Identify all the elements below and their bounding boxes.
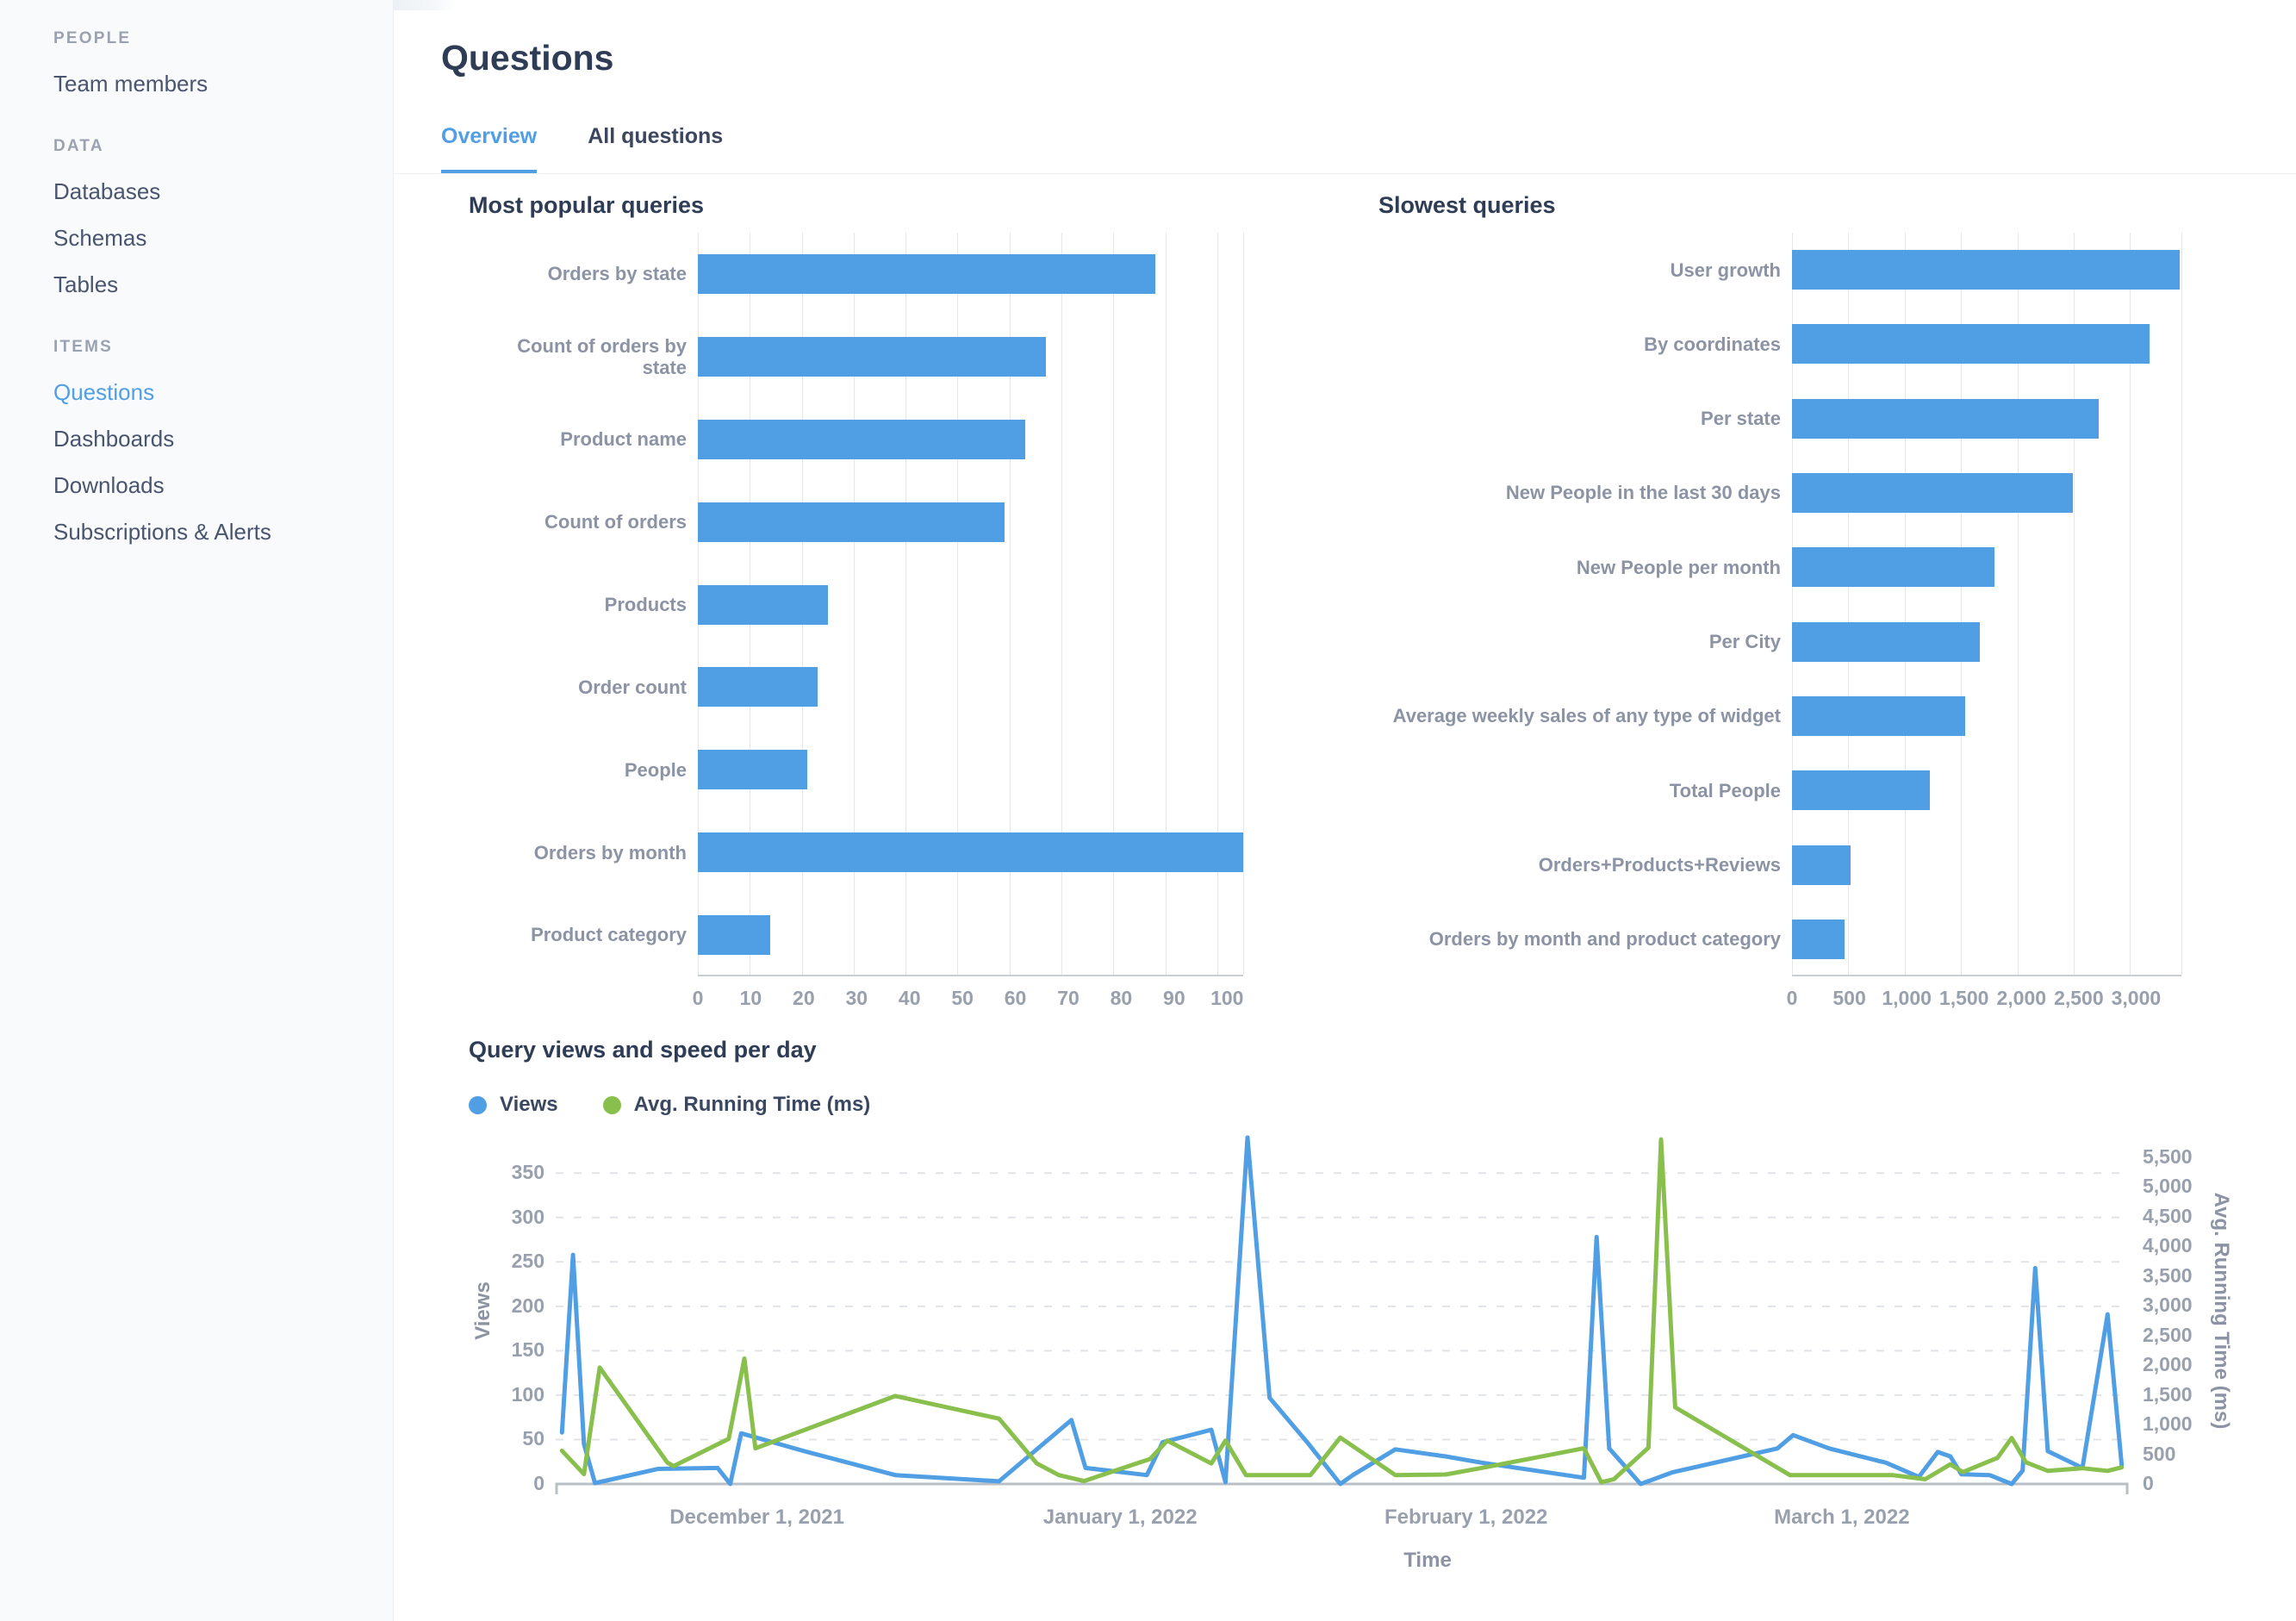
sidebar-item-downloads[interactable]: Downloads [53, 472, 165, 498]
x-axis-title: Time [1403, 1549, 1452, 1572]
x-axis-line [557, 1484, 2127, 1494]
page-title: Questions [441, 38, 614, 78]
bar-category-label: Order count [578, 676, 687, 698]
x-tick-label-month: January 1, 2022 [1042, 1506, 1198, 1529]
bar-count-of-orders-by-state[interactable] [698, 337, 1046, 377]
x-tick-label: 60 [1004, 987, 1027, 1009]
legend [469, 1093, 870, 1117]
bar-category-label: Count of orders [544, 510, 687, 533]
x-tick-label: 50 [951, 987, 974, 1009]
y-tick-label-right: 5,500 [2143, 1144, 2193, 1168]
bar-row [698, 728, 1243, 811]
gridline [1243, 233, 1244, 975]
bar-per-city[interactable] [1792, 622, 1980, 662]
sidebar-item-tables[interactable]: Tables [53, 271, 119, 297]
x-tick-label: 20 [793, 987, 815, 1009]
bar-chart-body [1378, 233, 2188, 1013]
bar-x-axis [1786, 976, 2188, 1013]
sidebar [0, 0, 394, 1621]
bar-category-label: Average weekly sales of any type of widget [1392, 705, 1781, 727]
bar-label-row [469, 728, 698, 811]
gridline [2181, 233, 2182, 975]
bar-category-label: Product name [560, 428, 687, 451]
x-tick-label: 2,500 [2054, 987, 2104, 1009]
bar-plot-zone [1378, 233, 2188, 976]
bar-plot-area [1792, 233, 2181, 976]
x-tick-label: 80 [1110, 987, 1133, 1009]
x-tick-label: 70 [1057, 987, 1080, 1009]
bar-chart-body [469, 233, 1254, 1013]
bar-average-weekly-sales-of-any-type-of-widget[interactable] [1792, 696, 1965, 736]
bar-row [1792, 902, 2181, 976]
x-tick-label-month: March 1, 2022 [1774, 1506, 1910, 1529]
y-tick-label-right: 4,500 [2143, 1204, 2193, 1227]
x-tick-label: 10 [739, 987, 762, 1009]
sidebar-section-title: PEOPLE [53, 29, 132, 47]
sidebar-section [53, 137, 393, 298]
bar-row [698, 811, 1243, 894]
bar-by-coordinates[interactable] [1792, 324, 2150, 364]
bar-row [698, 398, 1243, 481]
bar-label-row [1378, 307, 1792, 381]
bar-category-label: User growth [1670, 259, 1781, 281]
y-tick-label-left: 50 [522, 1427, 544, 1450]
bar-category-label: New People in the last 30 days [1505, 482, 1781, 504]
bar-people[interactable] [698, 750, 807, 789]
y-tick-label-left: 100 [511, 1382, 544, 1406]
bar-plot-zone [469, 233, 1254, 976]
bar-rows [1792, 233, 2181, 976]
legend-dot [469, 1096, 487, 1114]
x-tick-label: 0 [692, 987, 704, 1009]
x-tick-label: 500 [1832, 987, 1866, 1009]
legend-item-views[interactable] [469, 1093, 558, 1117]
y-tick-label-left: 350 [511, 1161, 544, 1184]
bar-label-row [1378, 456, 1792, 530]
bar-orders-products-reviews[interactable] [1792, 845, 1851, 885]
y-tick-label-left: 300 [511, 1205, 544, 1228]
y-tick-label-left: 150 [511, 1338, 544, 1362]
right-axis-title: Avg. Running Time (ms) [2210, 1192, 2233, 1430]
bar-row [698, 894, 1243, 976]
x-tick-label: 0 [1786, 987, 1798, 1009]
sidebar-item-dashboards[interactable]: Dashboards [53, 426, 175, 452]
bar-total-people[interactable] [1792, 770, 1930, 810]
bar-category-label: Products [604, 593, 687, 615]
bar-label-row [469, 564, 698, 646]
bar-category-label: Product category [531, 924, 687, 946]
bar-category-label: Count of orders by state [517, 334, 687, 378]
bar-row [698, 233, 1243, 315]
y-tick-label-right: 5,000 [2143, 1175, 2193, 1198]
tab-all-questions[interactable]: All questions [588, 124, 724, 148]
y-tick-label-right: 2,000 [2143, 1353, 2193, 1376]
sidebar-item-schemas[interactable]: Schemas [53, 225, 147, 251]
main-content [394, 0, 2296, 1621]
chart-title-slowest: Slowest queries [1378, 192, 1556, 218]
bar-products[interactable] [698, 585, 828, 625]
bar-orders-by-month-and-product-category[interactable] [1792, 920, 1845, 959]
bar-row [1792, 827, 2181, 901]
x-tick-label: 1,000 [1882, 987, 1932, 1009]
bar-labels-column [1378, 233, 1792, 976]
y-tick-label-right: 1,500 [2143, 1382, 2193, 1406]
legend-label: Avg. Running Time (ms) [633, 1093, 871, 1116]
tab-bar [441, 124, 723, 174]
bar-category-label: Orders+Products+Reviews [1538, 853, 1781, 876]
bar-label-row [469, 894, 698, 976]
tabs-divider [394, 173, 2296, 174]
y-tick-label-right: 500 [2143, 1442, 2176, 1465]
bar-category-label: Total People [1669, 779, 1781, 801]
bar-row [1792, 233, 2181, 307]
sidebar-item-databases[interactable]: Databases [53, 178, 161, 204]
y-tick-label-right: 2,500 [2143, 1323, 2193, 1346]
bar-user-growth[interactable] [1792, 250, 2180, 290]
bar-x-axis [692, 976, 1254, 1013]
bar-row [1792, 456, 2181, 530]
chart-title-most-popular: Most popular queries [469, 192, 705, 218]
y-tick-label-left: 200 [511, 1294, 544, 1317]
x-tick-label: 30 [845, 987, 868, 1009]
y-tick-label-right: 1,000 [2143, 1412, 2193, 1436]
bar-row [1792, 604, 2181, 678]
bar-label-row [469, 233, 698, 315]
bar-category-label: Orders by month and product category [1428, 928, 1781, 951]
sidebar-item-questions[interactable]: Questions [53, 379, 155, 405]
chart-slowest-queries [1378, 192, 2188, 1013]
bar-count-of-orders[interactable] [698, 502, 1005, 542]
legend-label: Views [500, 1093, 558, 1116]
bar-per-state[interactable] [1792, 399, 2099, 439]
bar-new-people-per-month[interactable] [1792, 547, 1994, 587]
sidebar-section-title: ITEMS [53, 338, 114, 356]
sidebar-item-subscriptions-alerts[interactable]: Subscriptions & Alerts [53, 519, 271, 545]
y-tick-label-right: 4,000 [2143, 1234, 2193, 1257]
bar-label-row [1378, 902, 1792, 976]
bar-label-row [1378, 530, 1792, 604]
x-tick-label: 90 [1163, 987, 1185, 1009]
avg-running-time-line[interactable] [562, 1139, 2121, 1482]
line-plot [556, 1138, 2128, 1508]
bar-label-row [469, 645, 698, 728]
bar-label-row [1378, 827, 1792, 901]
bar-category-label: Orders by state [547, 263, 687, 285]
bar-label-row [1378, 753, 1792, 827]
y-tick-label-left: 0 [533, 1472, 544, 1494]
bar-category-label: Orders by month [533, 841, 687, 863]
x-tick-label-month: February 1, 2022 [1384, 1506, 1548, 1529]
sidebar-section-title: DATA [53, 137, 104, 155]
tab-overview[interactable]: Overview [441, 124, 537, 174]
bar-product-name[interactable] [698, 420, 1025, 459]
bar-orders-by-month[interactable] [698, 832, 1243, 872]
bar-row [1792, 753, 2181, 827]
bar-category-label: Per state [1701, 408, 1781, 430]
bar-label-row [469, 398, 698, 481]
bar-row [1792, 530, 2181, 604]
bar-label-row [469, 315, 698, 398]
bar-row [1792, 382, 2181, 456]
bar-label-row [469, 481, 698, 564]
bar-category-label: New People per month [1576, 556, 1781, 578]
bar-row [1792, 307, 2181, 381]
chart-title-query-views: Query views and speed per day [469, 1037, 817, 1063]
bar-label-row [1378, 233, 1792, 307]
clipped-artifact [394, 0, 456, 10]
sidebar-section [53, 29, 393, 97]
chart-most-popular-queries [469, 192, 1254, 1013]
bar-label-row [1378, 679, 1792, 753]
bar-row [698, 481, 1243, 564]
x-tick-label: 1,500 [1938, 987, 1989, 1009]
y-tick-label-right: 0 [2143, 1472, 2154, 1494]
line-chart-svg [556, 1138, 2128, 1508]
bar-row [1792, 679, 2181, 753]
bar-product-category[interactable] [698, 915, 770, 955]
x-tick-label-month: December 1, 2021 [669, 1506, 844, 1529]
bar-row [698, 564, 1243, 646]
legend-item-avg-running-time[interactable] [603, 1093, 871, 1117]
bar-row [698, 315, 1243, 398]
bar-new-people-in-the-last-30-days[interactable] [1792, 473, 2073, 513]
left-axis-title: Views [471, 1281, 495, 1340]
bar-rows [698, 233, 1243, 976]
x-tick-label: 3,000 [2111, 987, 2162, 1009]
bar-labels-column [469, 233, 698, 976]
legend-dot [603, 1096, 621, 1114]
bar-label-row [1378, 382, 1792, 456]
y-tick-label-right: 3,500 [2143, 1263, 2193, 1287]
bar-category-label: Per City [1708, 630, 1781, 652]
y-tick-label-left: 250 [511, 1250, 544, 1273]
bar-category-label: People [624, 758, 687, 781]
bar-category-label: By coordinates [1644, 333, 1781, 355]
bar-label-row [469, 811, 698, 894]
bar-plot-area [698, 233, 1243, 976]
sidebar-item-team-members[interactable]: Team members [53, 71, 208, 97]
x-tick-label: 40 [898, 987, 921, 1009]
bar-order-count[interactable] [698, 667, 818, 707]
sidebar-section [53, 338, 393, 546]
y-tick-label-right: 3,000 [2143, 1294, 2193, 1317]
bar-row [698, 645, 1243, 728]
x-tick-label: 100 [1210, 987, 1244, 1009]
bar-orders-by-state[interactable] [698, 254, 1155, 294]
x-tick-label: 2,000 [1996, 987, 2047, 1009]
bar-label-row [1378, 604, 1792, 678]
